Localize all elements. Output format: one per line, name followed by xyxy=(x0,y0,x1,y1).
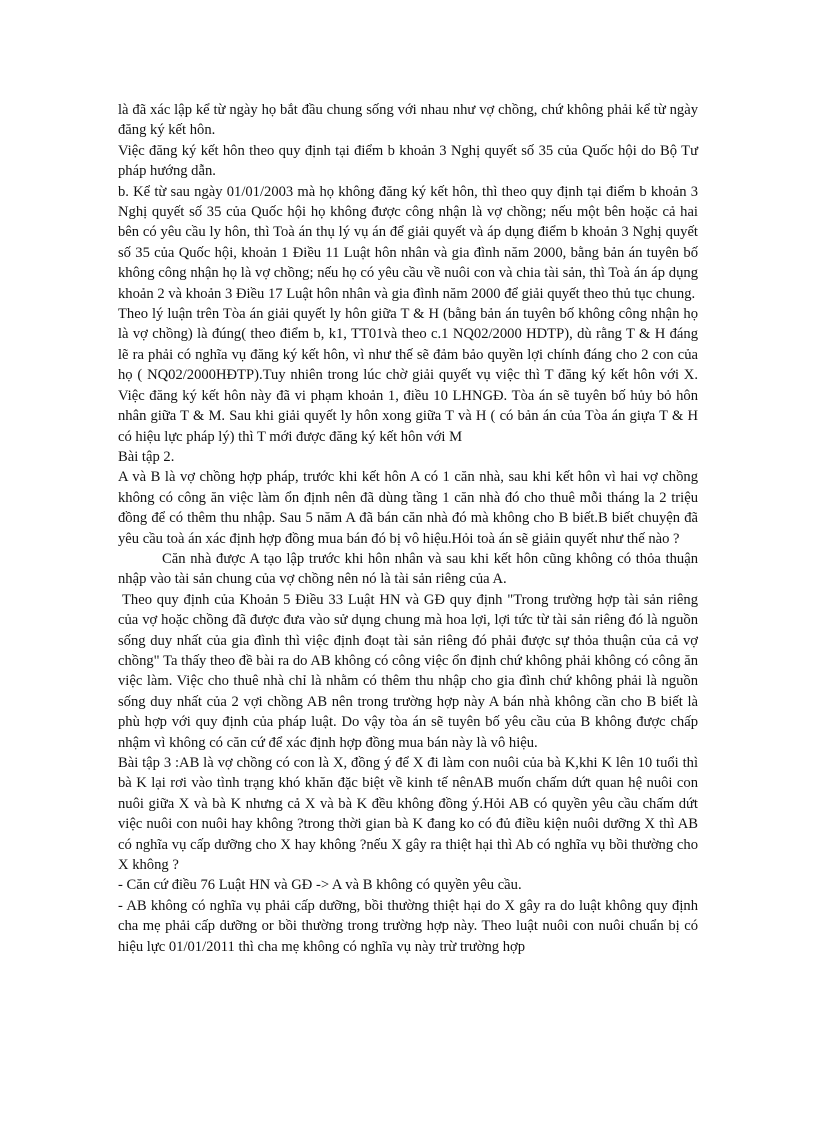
paragraph-1: là đã xác lập kể từ ngày họ bắt đầu chung sống với nhau như vợ chồng, chứ không phải kể từ ngày đăng ký kết hôn. xyxy=(118,102,698,139)
paragraph-11: - AB không có nghĩa vụ phải cấp dưỡng, bồi thường thiệt hại do X gây ra do luật không quy định cha mẹ phải cấp dưỡng or bồi thường trong trường hợp này. Theo luật nuôi con nuôi chuẩn bị có hiệu lực 01/01/2011 thì cha mẹ không có nghĩa vụ này trừ trường hợp xyxy=(118,897,698,955)
paragraph-7: Căn nhà được A tạo lập trước khi hôn nhân và sau khi kết hôn cũng không có thỏa thuận nhập vào tài sản chung của vợ chồng nên nó là tài sản riêng của A. xyxy=(118,550,698,588)
document-page xyxy=(118,100,698,957)
paragraph-9: Bài tập 3 :AB là vợ chồng có con là X, đồng ý để X đi làm con nuôi của bà K,khi K lên 10 tuổi thì bà K lại rơi vào tình trạng khó khăn đặc biệt về kinh tế nênAB muốn chấm dứt quan hệ nuôi con nuôi giữa X và bà K nhưng cả X và bà K đều không đồng ý.Hỏi AB có quyền yêu cầu chấm dứt việc nuôi con nuôi hay không ?trong thời gian bà K đang ko có đủ điều kiện nuôi dưỡng X thì AB có nghĩa vụ cấp dưỡng cho X hay không ?nếu X gây ra thiệt hại thì Ab có nghĩa vụ bồi thường cho X không ? xyxy=(118,755,698,874)
paragraph-6: A và B là vợ chồng hợp pháp, trước khi kết hôn A có 1 căn nhà, sau khi kết hôn vì hai vợ chồng không có công ăn việc làm ổn định nên đã dùng tầng 1 căn nhà đó cho thuê mỗi tháng la 2 triệu đồng để có thêm thu nhập. Sau 5 năm A đã bán căn nhà đó mà không cho B biết.B biết chuyện đã yêu cầu toà án xác định hợp đồng mua bán đó bị vô hiệu.Hỏi toà án sẽ giảin quyết như thế nào ? xyxy=(118,469,698,547)
paragraph-4: Theo lý luận trên Tòa án giải quyết ly hôn giữa T & H (bằng bản án tuyên bố không công nhận họ là vợ chồng) là đúng( theo điểm b, k1, TT01và theo c.1 NQ02/2000 HDTP), dù rằng T & H đáng lẽ ra phải có nghĩa vụ đăng ký kết hôn, vì như thế sẽ đảm bảo quyền lợi chính đáng cho 2 con của họ ( NQ02/2000HĐTP).Tuy nhiên trong lúc chờ giải quyết vụ việc thì T đăng ký kết hôn với X. Việc đăng ký kết hôn này đã vi phạm khoản 1, điều 10 LHNGĐ. Tòa án sẽ tuyên bố hủy bỏ hôn nhân giữa T & M. Sau khi giải quyết ly hôn xong giữa T và H ( có bản án của Tòa án giựa T & H có hiệu lực pháp lý) thì T mới được đăng ký kết hôn với M xyxy=(118,306,698,445)
paragraph-3: b. Kể từ sau ngày 01/01/2003 mà họ không đăng ký kết hôn, thì theo quy định tại điểm b khoản 3 Nghị quyết số 35 của Quốc hội họ không được công nhận là vợ chồng; nếu một bên hoặc cả hai bên có yêu cầu ly hôn, thì Toà án thụ lý vụ án để giải quyết và áp dụng điểm b khoản 3 Nghị quyết số 35 của Quốc hội, khoản 1 Điều 11 Luật hôn nhân và gia đình năm 2000, bằng bản án tuyên bố không công nhận họ là vợ chồng; nếu họ có yêu cầu về nuôi con và chia tài sản, thì Toà án áp dụng khoản 2 và khoản 3 Điều 17 Luật hôn nhân và gia đình năm 2000 để giải quyết theo thủ tục chung. xyxy=(118,183,698,302)
exercise-2-heading: Bài tập 2. xyxy=(118,448,175,465)
paragraph-2: Việc đăng ký kết hôn theo quy định tại điểm b khoản 3 Nghị quyết số 35 của Quốc hội do Bộ Tư pháp hướng dẫn. xyxy=(118,142,698,180)
paragraph-10: - Căn cứ điều 76 Luật HN và GĐ -> A và B không có quyền yêu cầu. xyxy=(118,877,522,894)
paragraph-8: Theo quy định của Khoản 5 Điều 33 Luật HN và GĐ quy định "Trong trường hợp tài sản riêng của vợ hoặc chồng đã được đưa vào sử dụng chung mà hoa lợi, lợi tức từ tài sản riêng đó là nguồn sống duy nhất của gia đình thì việc định đoạt tài sản riêng đó phải được sự thỏa thuận của cả vợ chồng" Ta thấy theo đề bài ra do AB không có công việc ổn định chứ không phải không có công ăn việc làm. Việc cho thuê nhà chỉ là nhằm có thêm thu nhập cho gia đình chứ không phải là nguồn sống duy nhất của 2 vợi chồng AB nên trong trường hợp này A bán nhà không cần cho B biết là phù hợp với quy định của pháp luật. Do vậy tòa án sẽ tuyên bố yêu cầu của B không được chấp nhậm vì không có căn cứ để xác định hợp đồng mua bán này là vô hiệu. xyxy=(118,591,698,751)
